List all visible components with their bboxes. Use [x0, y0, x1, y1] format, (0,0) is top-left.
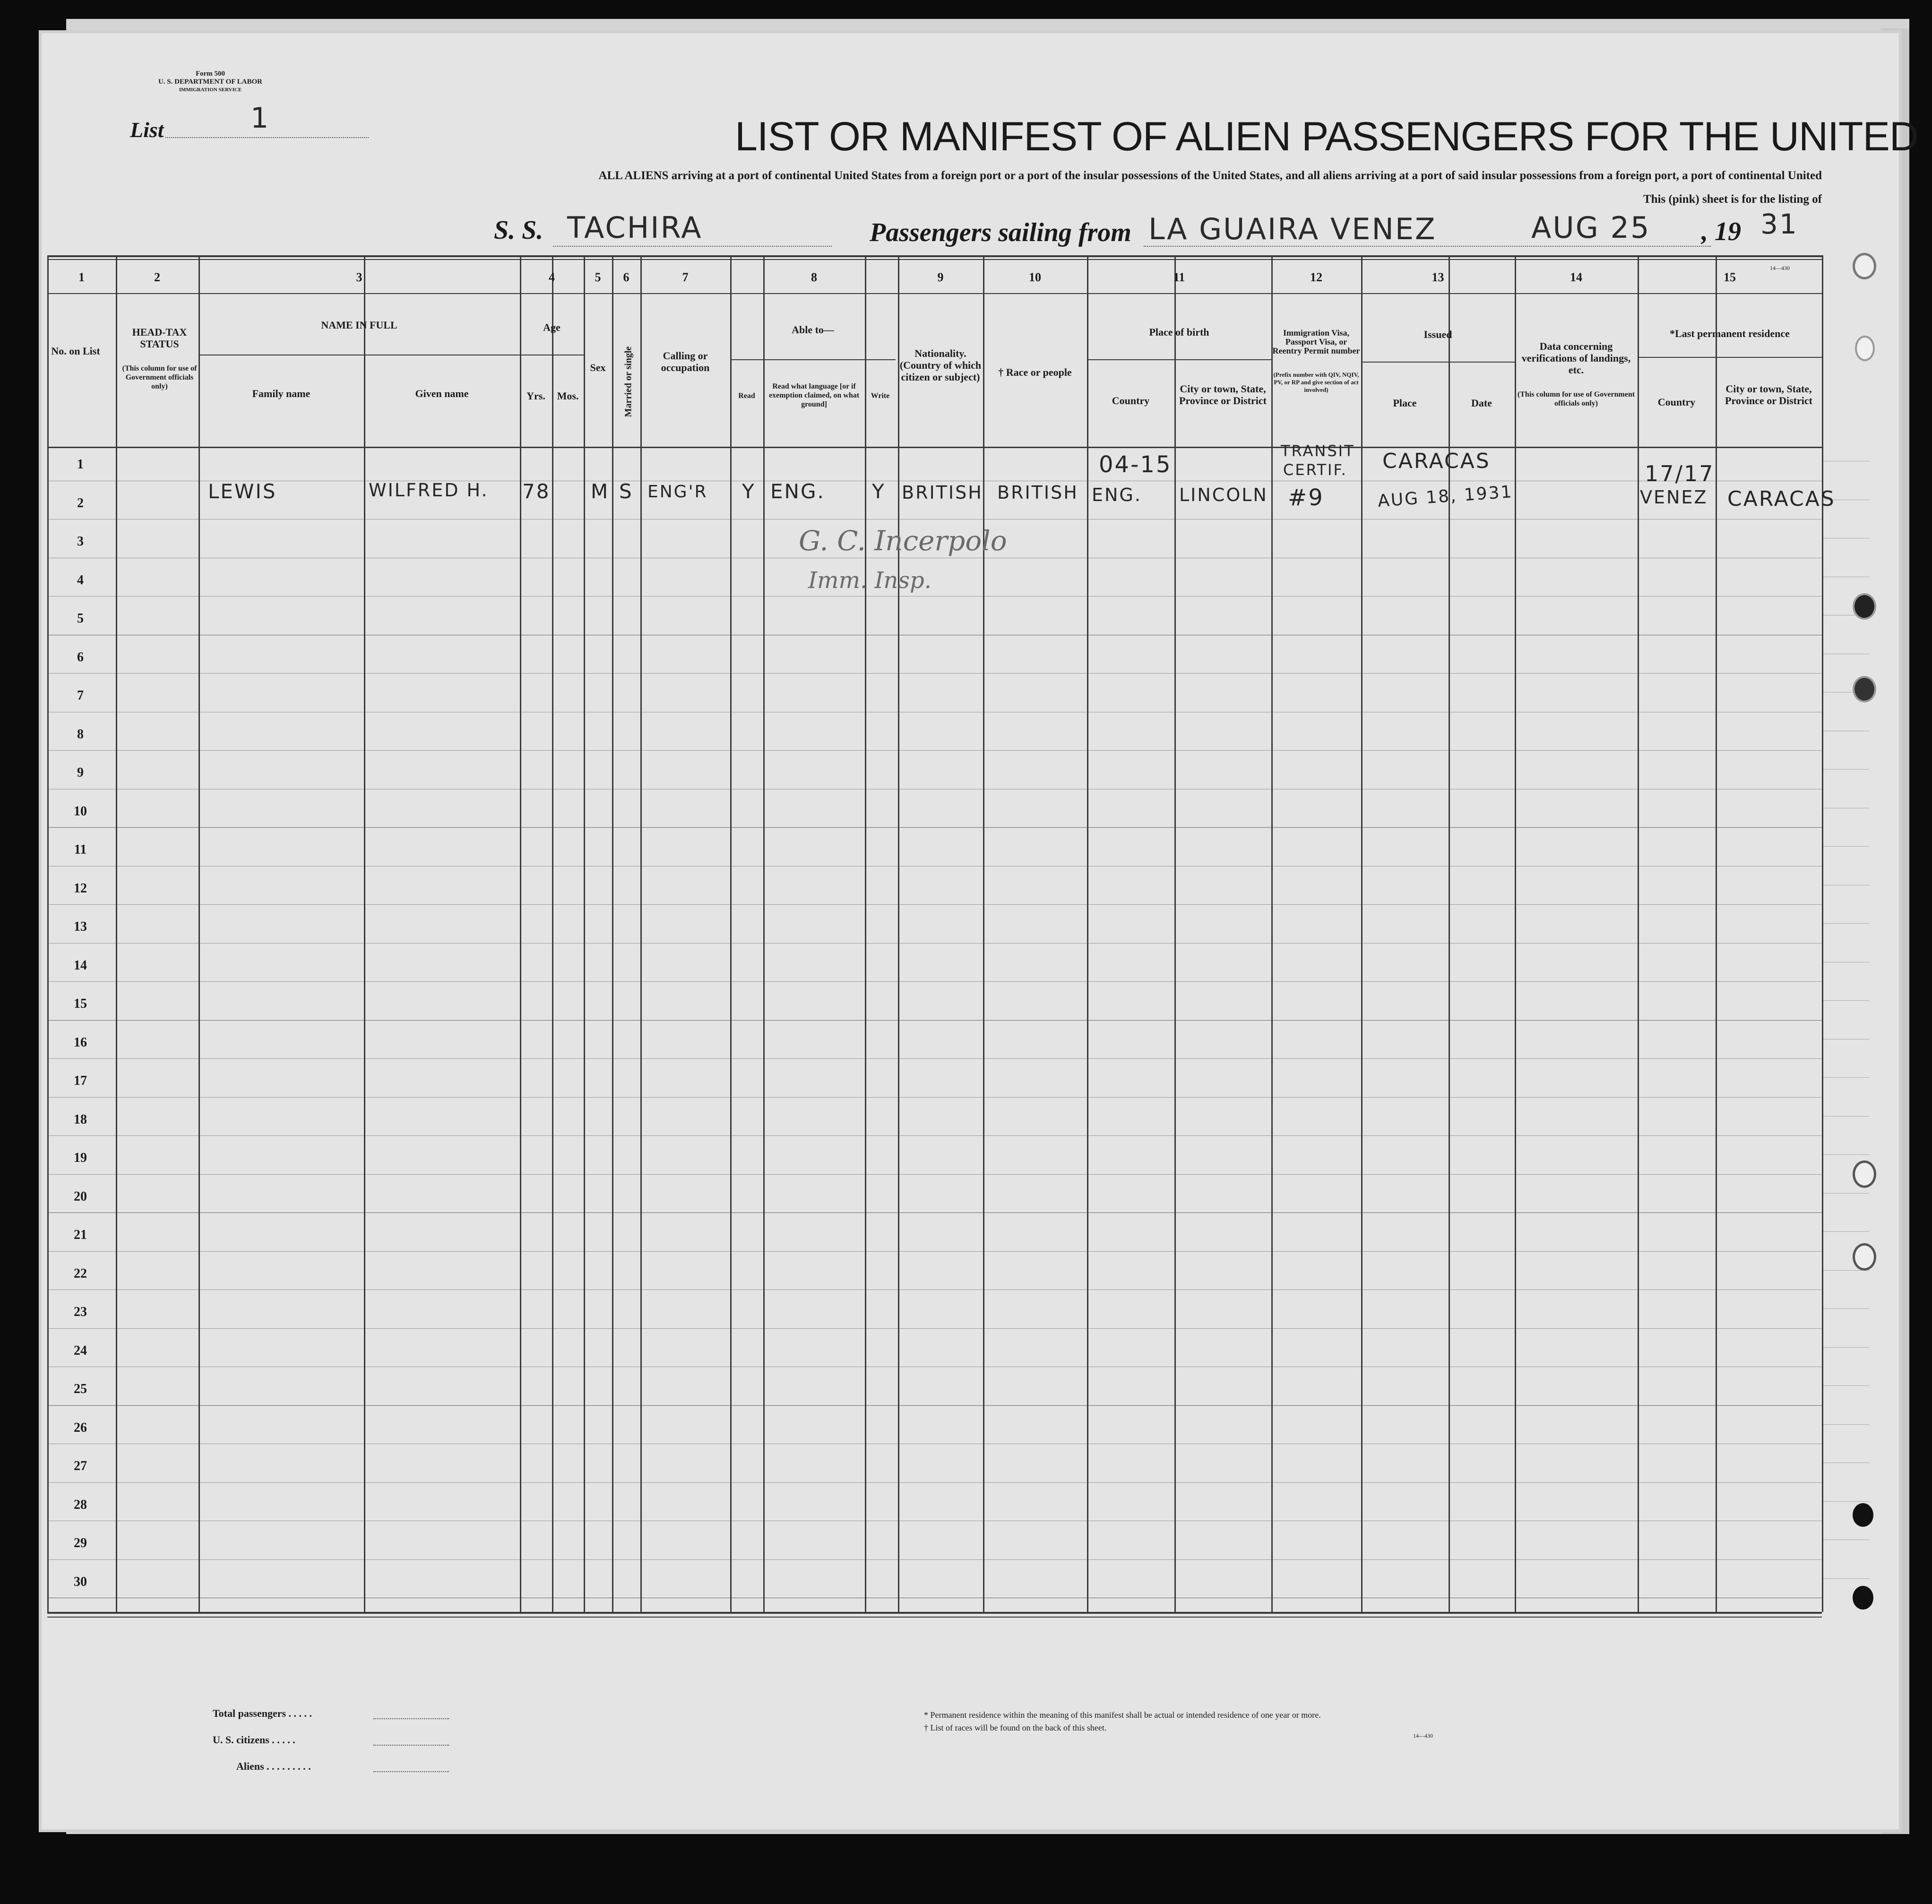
- row-number: 10: [74, 804, 87, 819]
- year-prefix: , 19: [1701, 217, 1741, 246]
- form-code-bottom: 14—430: [1413, 1732, 1433, 1739]
- row-number: 14: [74, 958, 87, 973]
- column-number: 14: [1570, 270, 1582, 284]
- binder-hole-6: [1853, 1243, 1876, 1271]
- header-head-tax-note: (This column for use of Government officials only): [122, 364, 197, 390]
- entry-occupation: ENG'R: [647, 482, 708, 502]
- row-number: 11: [74, 842, 87, 857]
- footer-total-passengers: Total passengers . . . . .: [213, 1707, 312, 1719]
- row-line: [47, 1482, 1822, 1483]
- row-number: 1: [77, 457, 84, 472]
- row-line: [47, 1058, 1822, 1059]
- footnote-races: † List of races will be found on the back of this sheet.: [924, 1723, 1107, 1732]
- row-number: 19: [74, 1151, 87, 1165]
- column-number: 10: [1029, 270, 1041, 284]
- header-given-name: Given name: [415, 388, 469, 399]
- column-number: 15: [1724, 270, 1736, 284]
- binder-hole-2: [1855, 336, 1875, 361]
- margin-rule: [1822, 1424, 1869, 1425]
- header-visa: Immigration Visa, Passport Visa, or Reentry Permit number: [1272, 328, 1360, 355]
- row-line: [47, 596, 1822, 597]
- sailing-label: Passengers sailing from: [870, 218, 1131, 247]
- entry-visa-3: #9: [1288, 485, 1324, 511]
- ss-label: S. S.: [494, 216, 543, 245]
- binder-hole-7: [1853, 1503, 1873, 1527]
- service: IMMIGRATION SERVICE: [179, 87, 242, 93]
- row-line: [47, 1559, 1822, 1560]
- entry-read: Y: [742, 480, 756, 503]
- header-last-residence: *Last permanent residence: [1670, 328, 1790, 339]
- header-married: Married or single: [623, 346, 634, 417]
- row-line: [47, 750, 1822, 751]
- entry-nationality: BRITISH: [902, 482, 983, 503]
- column-line: [898, 255, 899, 1612]
- column-line: [1174, 255, 1176, 1612]
- header-issued: Issued: [1423, 329, 1452, 340]
- margin-rule: [1822, 1077, 1869, 1078]
- column-line: [730, 255, 732, 1612]
- row-line: [47, 1097, 1822, 1098]
- header-res-country: Country: [1657, 396, 1696, 408]
- footnote-permanent-residence: * Permanent residence within the meaning of this manifest shall be actual or intended residence of one year or more.: [924, 1710, 1321, 1720]
- column-number: 13: [1432, 270, 1444, 284]
- header-yrs: Yrs.: [526, 390, 545, 402]
- column-number: 7: [682, 270, 689, 284]
- row-line: [47, 1251, 1822, 1252]
- entry-sex: M: [591, 480, 610, 503]
- column-line: [364, 255, 365, 1612]
- row-number: 20: [74, 1189, 87, 1204]
- total-passengers-line: [373, 1718, 449, 1719]
- column-line: [640, 255, 642, 1612]
- row-number: 7: [77, 688, 84, 703]
- row-number: 25: [74, 1382, 87, 1396]
- row-number: 12: [74, 881, 87, 896]
- header-res-city: City or town, State, Province or District: [1725, 383, 1812, 407]
- entry-race: BRITISH: [997, 482, 1078, 503]
- entry-res-country: VENEZ: [1640, 487, 1708, 508]
- margin-rule: [1822, 1308, 1869, 1309]
- margin-rule: [1822, 1000, 1869, 1001]
- entry-age-yrs: 78: [522, 480, 551, 503]
- row-number: 28: [74, 1497, 87, 1512]
- header-read-language: Read what language [or if exemption claimed, on what ground]: [768, 382, 860, 408]
- row-line: [47, 981, 1822, 982]
- binder-hole-4: [1853, 676, 1876, 702]
- column-line: [1638, 255, 1639, 1612]
- entry-res-city: CARACAS: [1727, 487, 1836, 511]
- header-visa-note: (Prefix number with QIV, NQIV, PV, or RP and give section of act involved): [1273, 371, 1359, 393]
- margin-rule: [1822, 923, 1869, 924]
- header-race: † Race or people: [998, 366, 1072, 378]
- margin-rule: [1822, 846, 1869, 847]
- row-line: [47, 673, 1822, 674]
- binder-hole-5: [1853, 1160, 1876, 1188]
- list-underline: [165, 137, 369, 138]
- row-number: 26: [74, 1420, 87, 1435]
- entry-birth-country-code: 04-15: [1099, 451, 1172, 478]
- list-number: 1: [250, 102, 270, 135]
- header-birth-country: Country: [1112, 395, 1150, 407]
- column-line: [47, 255, 49, 1612]
- column-number: 6: [623, 270, 630, 284]
- aliens-line: [373, 1771, 449, 1772]
- column-number: 11: [1173, 270, 1185, 284]
- header-place-of-birth: Place of birth: [1149, 326, 1209, 338]
- header-read: Read: [738, 392, 755, 400]
- column-number: 8: [811, 270, 817, 284]
- row-number: 6: [77, 649, 84, 665]
- table-bottom-border: [47, 1612, 1822, 1614]
- margin-rule: [1822, 1385, 1869, 1386]
- header-bottom-border: [47, 447, 1822, 448]
- entry-visa-1: TRANSIT: [1281, 442, 1355, 460]
- entry-visa-2: CERTIF.: [1283, 461, 1347, 479]
- entry-issued-date: AUG 18, 1931: [1377, 482, 1514, 511]
- subtitle-2: This (pink) sheet is for the listing of: [1643, 193, 1822, 206]
- header-birth-city: City or town, State, Province or District: [1179, 383, 1267, 407]
- entry-married: S: [619, 480, 633, 503]
- header-data-landings-note: (This column for use of Government officials only): [1517, 390, 1635, 407]
- row-line: [47, 904, 1822, 905]
- column-line: [552, 255, 553, 1612]
- column-line: [1087, 255, 1088, 1612]
- column-line: [612, 255, 613, 1612]
- column-line: [1271, 255, 1273, 1612]
- column-number: 9: [937, 270, 944, 284]
- row-number: 18: [74, 1112, 87, 1127]
- footer-us-citizens: U. S. citizens . . . . .: [213, 1734, 295, 1746]
- row-number: 2: [77, 495, 84, 511]
- row-line: [47, 1135, 1822, 1136]
- column-number: 5: [595, 270, 601, 284]
- row-number: 21: [74, 1228, 87, 1242]
- us-citizens-line: [373, 1745, 449, 1746]
- row-line: [47, 827, 1822, 828]
- entry-language: ENG.: [770, 480, 825, 503]
- able-subheader-divider: [730, 359, 896, 360]
- department: U. S. DEPARTMENT OF LABOR: [158, 78, 263, 86]
- manifest-sheet: [42, 33, 1899, 1829]
- column-line: [1716, 255, 1717, 1612]
- row-line: [47, 1212, 1822, 1213]
- row-number: 15: [74, 996, 87, 1011]
- row-number: 17: [74, 1073, 87, 1088]
- column-line: [1822, 255, 1823, 1612]
- birth-subheader-divider: [1087, 359, 1271, 360]
- header-mos: Mos.: [557, 390, 579, 402]
- residence-subheader-divider: [1638, 357, 1822, 358]
- year-suffix: 31: [1760, 208, 1798, 240]
- margin-rule: [1822, 1347, 1869, 1348]
- inspector-title: Imm. Insp.: [808, 567, 932, 594]
- column-number: 3: [356, 270, 362, 284]
- row-number: 22: [74, 1266, 87, 1281]
- header-nationality: Nationality. (Country of which citizen or subject): [899, 347, 982, 383]
- row-number: 4: [77, 572, 84, 588]
- entry-family-name: LEWIS: [208, 480, 277, 503]
- entry-given-name: WILFRED H.: [369, 480, 489, 501]
- row-number: 16: [74, 1035, 87, 1050]
- binder-hole-1: [1853, 253, 1876, 279]
- header-head-tax: HEAD-TAX STATUS: [132, 326, 187, 350]
- issued-subheader-divider: [1361, 362, 1515, 363]
- column-line: [198, 255, 200, 1612]
- entry-birth-country: ENG.: [1092, 485, 1142, 505]
- entry-res-code: 17/17: [1645, 461, 1715, 486]
- form-number: Form 500: [195, 70, 225, 78]
- column-number: 12: [1310, 270, 1322, 284]
- margin-rule: [1822, 769, 1869, 770]
- margin-rule: [1822, 1231, 1869, 1232]
- list-label: List: [130, 118, 164, 142]
- subtitle-1: ALL ALIENS arriving at a port of continental United States from a foreign port or a port of the insular possessions of the United States, and all aliens arriving at a port of said insular possessions from a foreign port, a port of continental United: [598, 169, 1822, 182]
- header-data-landings: Data concerning verifications of landings, etc.: [1521, 340, 1631, 376]
- row-number: 13: [74, 919, 87, 934]
- page-title: LIST OR MANIFEST OF ALIEN PASSENGERS FOR THE UNITED: [735, 114, 1919, 159]
- table-bottom-border-inner: [47, 1617, 1822, 1618]
- row-number: 30: [74, 1574, 87, 1589]
- ship-name: TACHIRA: [567, 210, 703, 245]
- entry-write: Y: [872, 480, 886, 503]
- row-line: [47, 1328, 1822, 1329]
- column-line: [983, 255, 984, 1612]
- binder-hole-3: [1853, 593, 1876, 620]
- column-line: [520, 255, 521, 1612]
- row-line: [47, 1174, 1822, 1175]
- date-handwritten: AUG 25: [1531, 210, 1651, 245]
- row-number: 24: [74, 1343, 87, 1358]
- header-family-name: Family name: [252, 388, 310, 399]
- form-info: [116, 70, 305, 94]
- header-able-to: Able to—: [792, 324, 834, 336]
- table-top-border-inner: [47, 259, 1822, 260]
- entry-issued-place: CARACAS: [1382, 449, 1491, 473]
- port-name: LA GUAIRA VENEZ: [1148, 212, 1437, 246]
- row-line: [47, 1405, 1822, 1406]
- header-issued-date: Date: [1471, 397, 1492, 409]
- header-age: Age: [543, 321, 561, 333]
- column-line: [763, 255, 765, 1612]
- row-number: 23: [74, 1305, 87, 1319]
- ship-underline: [553, 246, 832, 247]
- form-code-top: 14—430: [1770, 265, 1790, 271]
- row-number: 29: [74, 1536, 87, 1550]
- row-line: [47, 1020, 1822, 1021]
- column-line: [116, 255, 117, 1612]
- header-issued-place: Place: [1393, 397, 1417, 409]
- margin-rule: [1822, 1501, 1869, 1502]
- column-number: 2: [154, 270, 160, 284]
- header-write: Write: [871, 392, 890, 400]
- row-number: 3: [77, 534, 84, 549]
- column-number: 1: [78, 270, 85, 284]
- header-name-in-full: NAME IN FULL: [321, 319, 397, 331]
- column-line: [1515, 255, 1516, 1612]
- header-sex: Sex: [590, 362, 606, 373]
- column-line: [1361, 255, 1363, 1612]
- margin-rule: [1822, 1193, 1869, 1194]
- column-line: [865, 255, 866, 1612]
- row-number: 8: [77, 727, 84, 742]
- row-number: 9: [77, 765, 84, 780]
- entry-birth-city: LINCOLN: [1179, 485, 1268, 505]
- row-number: 27: [74, 1459, 87, 1473]
- column-line: [584, 255, 585, 1612]
- table-top-border: [47, 255, 1822, 257]
- footer-aliens: Aliens . . . . . . . . .: [236, 1760, 311, 1772]
- column-number: 4: [549, 270, 555, 284]
- margin-rule: [1822, 1154, 1869, 1155]
- row-number: 5: [77, 611, 84, 626]
- header-calling: Calling or occupation: [661, 350, 710, 373]
- binder-hole-8: [1853, 1586, 1873, 1610]
- header-no-on-list: No. on List: [51, 345, 100, 357]
- column-number-divider: [47, 293, 1822, 294]
- margin-rule: [1822, 1578, 1869, 1579]
- inspector-signature: G. C. Incerpolo: [799, 525, 1007, 557]
